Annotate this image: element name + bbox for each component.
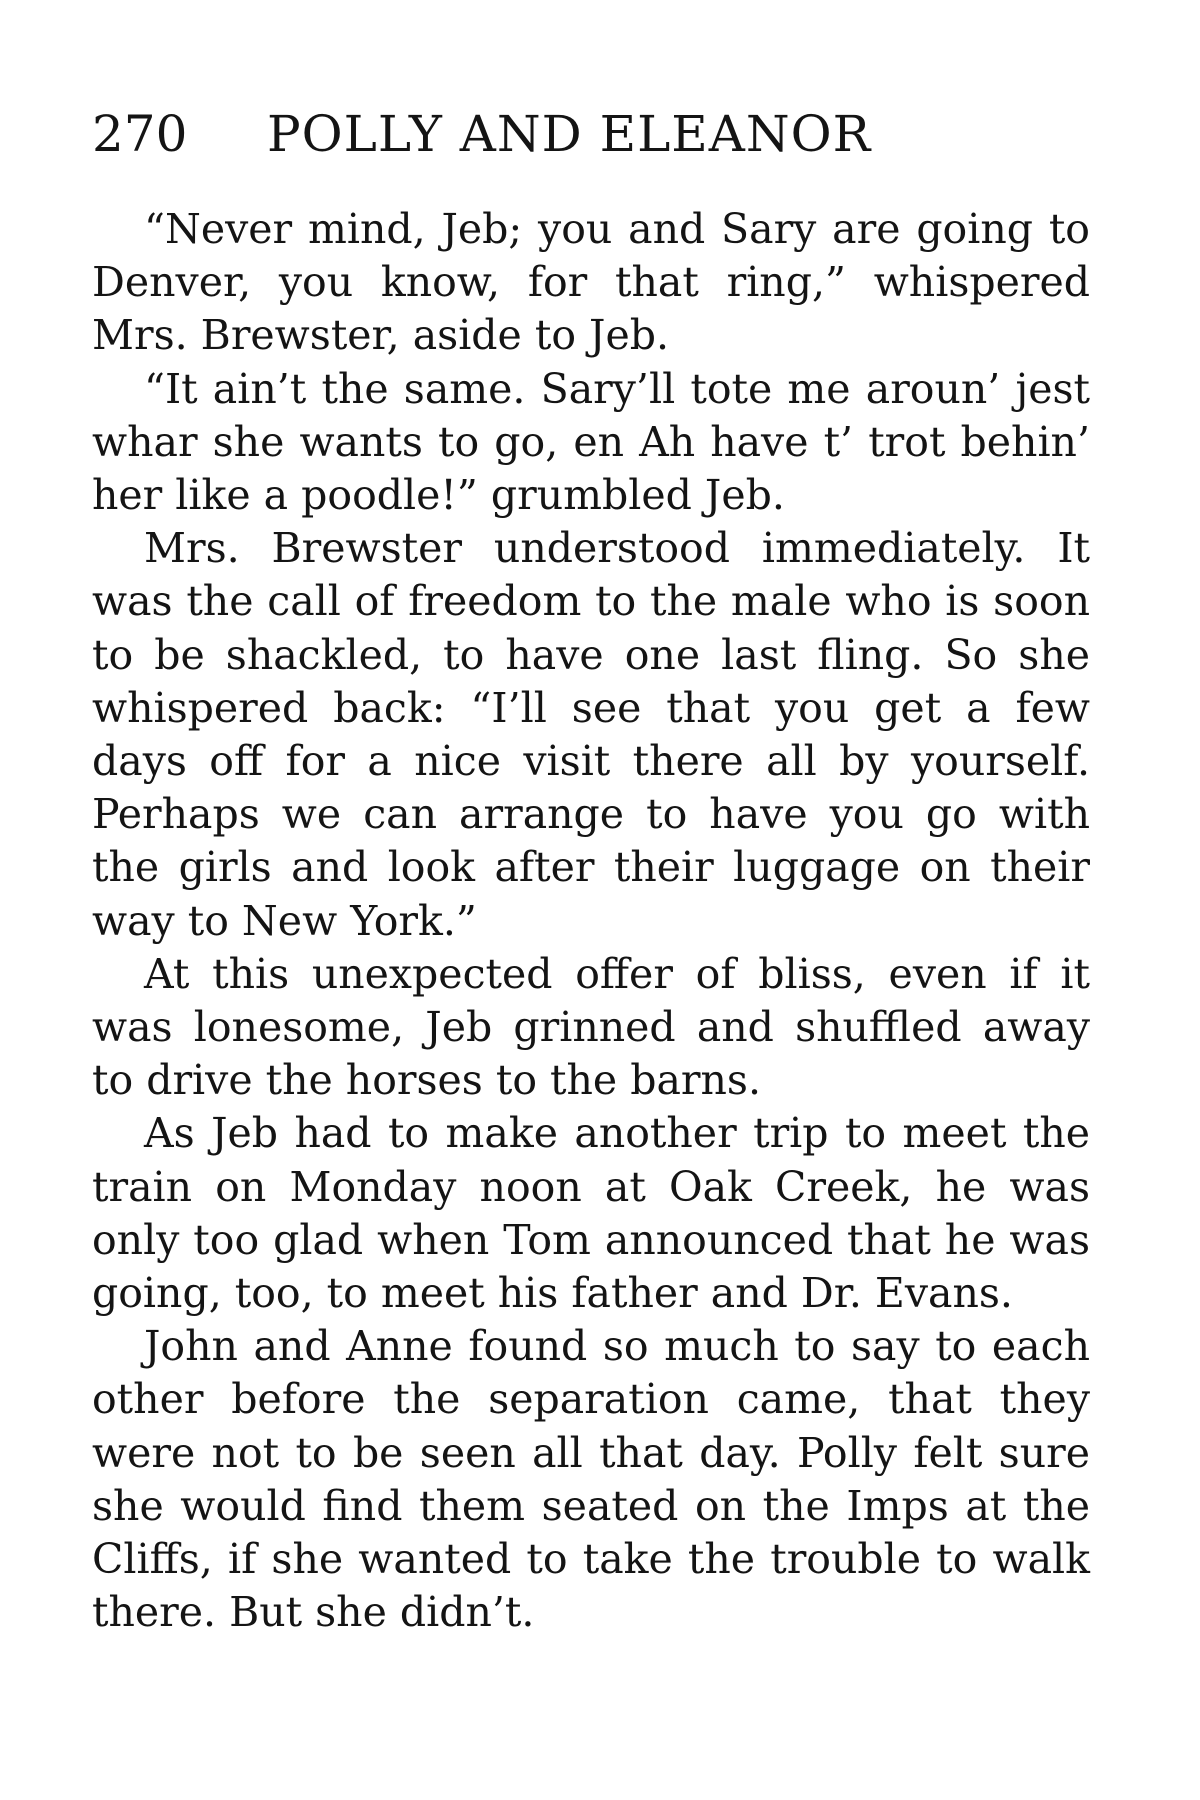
- running-head: [92, 104, 1092, 164]
- paragraph: As Jeb had to make another trip to meet the train on Monday noon at Oak Creek, he was only too glad when Tom announced that he was going, too, to meet his father and Dr. Evans.: [92, 1109, 1090, 1318]
- paragraph: “Never mind, Jeb; you and Sary are going to Denver, you know, for that ring,” whispered Mrs. Brewster, aside to Jeb.: [92, 205, 1090, 360]
- paragraph: Mrs. Brewster understood immediately. It was the call of freedom to the male who is soon to be shackled, to have one last fling. So she whispered back: “I’ll see that you get a few days off for a nice visit there all by yourself. Perhaps we can arrange to have you go with the girls and look after their luggage on their way to New York.”: [92, 524, 1090, 945]
- paragraph: “It ain’t the same. Sary’ll tote me aroun’ jest whar she wants to go, en Ah have t’ trot behin’ her like a poodle!” grumbled Jeb.: [92, 364, 1090, 520]
- page-number: 270: [92, 105, 188, 163]
- paragraph: John and Anne found so much to say to each other before the separation came, that they were not to be seen all that day. Polly felt sure she would find them seated on the Imps at the Cliffs, if she wanted to take the trouble to walk there. But she didn’t.: [92, 1322, 1090, 1637]
- running-title: POLLY AND ELEANOR: [267, 105, 872, 163]
- body-text: [92, 203, 1090, 1639]
- paragraph: At this unexpected offer of bliss, even if it was lonesome, Jeb grinned and shuffled away to drive the horses to the barns.: [92, 949, 1090, 1105]
